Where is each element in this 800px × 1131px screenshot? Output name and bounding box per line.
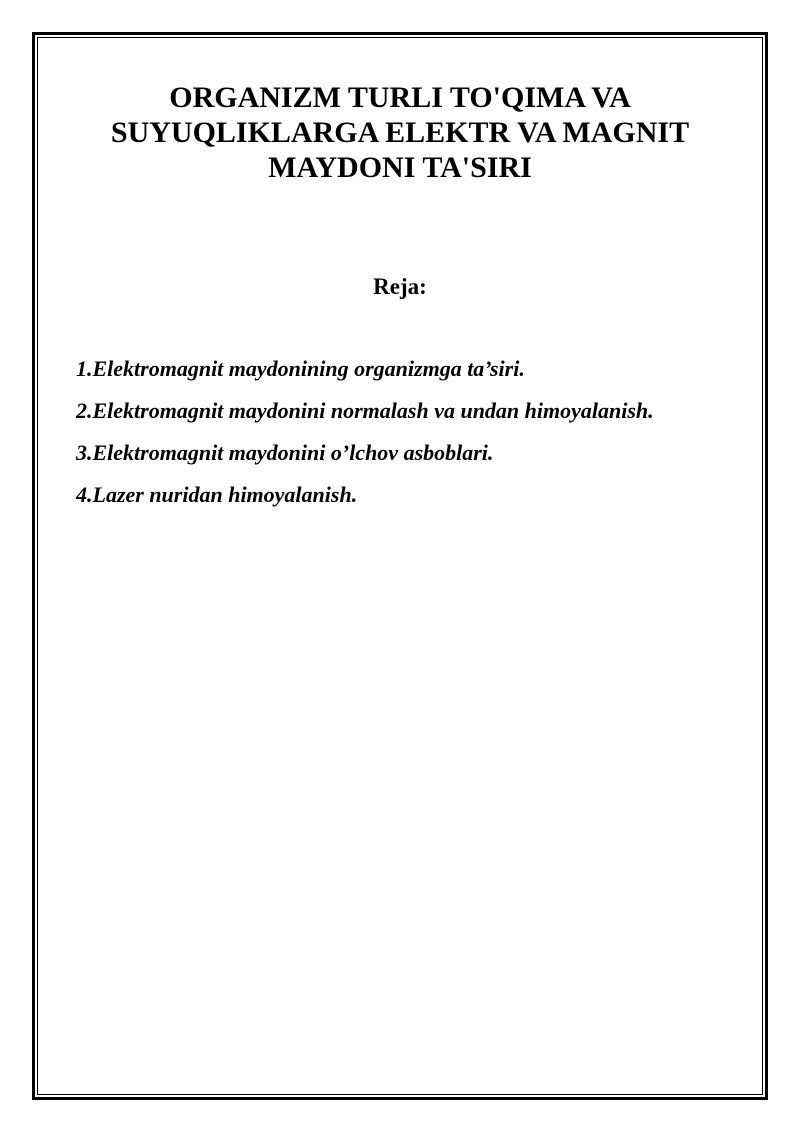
page-border-inner — [37, 37, 763, 1095]
plan-item-1: 1.Elektromagnit maydonining organizmga ta’siri. — [76, 356, 525, 381]
title-line-2: SUYUQLIKLARGA ELEKTR VA MAGNIT — [110, 116, 690, 149]
plan-item-2: 2.Elektromagnit maydonini normalash va undan himoyalanish. — [76, 398, 654, 423]
title-line-1: ORGANIZM TURLI TO'QIMA VA — [169, 81, 631, 114]
plan-list — [76, 353, 756, 521]
plan-item-4: 4.Lazer nuridan himoyalanish. — [76, 482, 358, 507]
plan-item-3: 3.Elektromagnit maydonini o’lchov asboblari. — [76, 440, 494, 465]
document-title — [60, 80, 740, 185]
plan-heading: Reja: — [373, 274, 427, 299]
title-line-3: MAYDONI TA'SIRI — [268, 151, 532, 184]
